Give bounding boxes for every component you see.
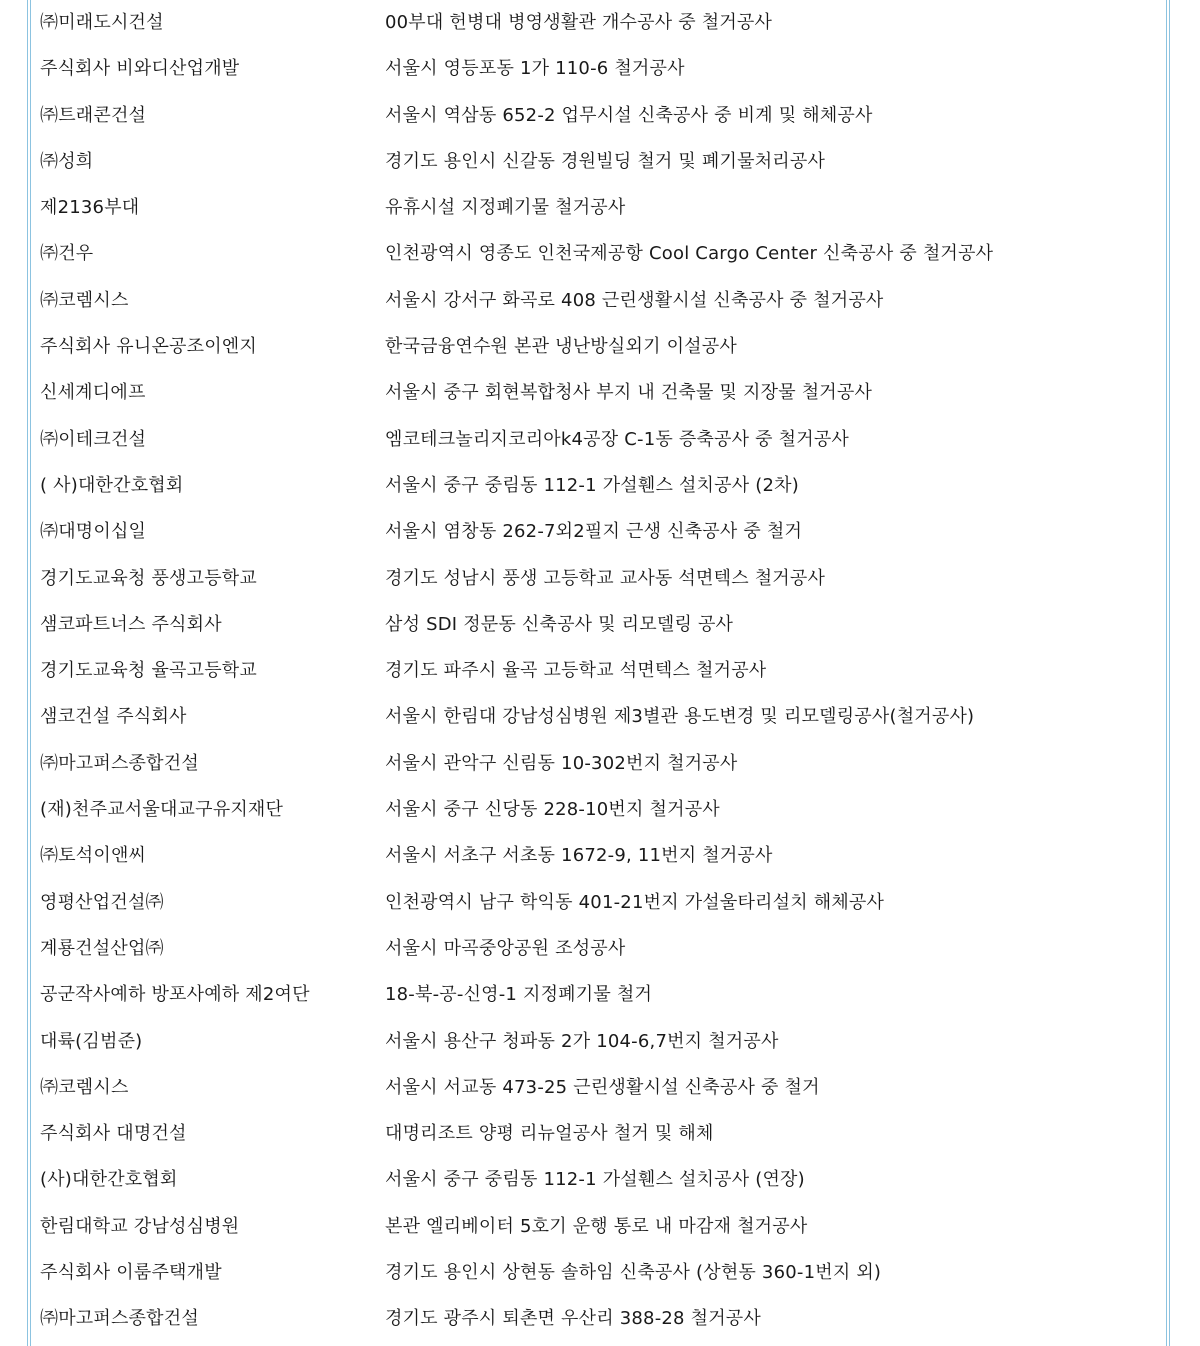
table-row <box>34 972 1162 1018</box>
project-description: 경기도 용인시 신갈동 경원빌딩 철거 및 폐기물처리공사 <box>385 150 826 172</box>
table-row <box>34 139 1162 185</box>
table-row <box>34 324 1162 370</box>
table-row <box>34 278 1162 324</box>
project-description: 삼성 SDI 정문동 신축공사 및 리모델링 공사 <box>385 613 734 635</box>
table-row <box>34 509 1162 555</box>
project-description: 서울시 용산구 청파동 2가 104-6,7번지 철거공사 <box>385 1030 779 1052</box>
company-name: 계룡건설산업㈜ <box>40 937 164 959</box>
project-description: 00부대 헌병대 병영생활관 개수공사 중 철거공사 <box>385 12 773 33</box>
table-row <box>34 1157 1162 1203</box>
company-name: 주식회사 유니온공조이엔지 <box>40 336 257 358</box>
project-description: 서울시 중구 회현복합청사 부지 내 건축물 및 지장물 철거공사 <box>385 382 873 404</box>
project-description: 서울시 중구 중림동 112-1 가설휀스 설치공사 (연장) <box>385 1169 805 1191</box>
company-name: 제2136부대 <box>40 197 140 219</box>
project-description: 서울시 중구 중림동 112-1 가설휀스 설치공사 (2차) <box>385 474 799 496</box>
table-row <box>34 185 1162 231</box>
table-row <box>34 694 1162 740</box>
project-description: 서울시 서교동 473-25 근린생활시설 신축공사 중 철거 <box>385 1076 820 1098</box>
table-row <box>34 417 1162 463</box>
table-row <box>34 880 1162 926</box>
company-name: (재)천주교서울대교구유지재단 <box>40 799 284 821</box>
table-row <box>34 741 1162 787</box>
right-border-line <box>1169 0 1170 1346</box>
table-row <box>34 463 1162 509</box>
company-name: ㈜이테크건설 <box>40 428 147 450</box>
project-description: 경기도 파주시 율곡 고등학교 석면텍스 철거공사 <box>385 660 767 682</box>
table-row <box>34 787 1162 833</box>
company-name: ㈜대명이십일 <box>40 521 147 543</box>
project-record-table <box>34 0 1162 1343</box>
project-description: 서울시 역삼동 652-2 업무시설 신축공사 중 비계 및 해체공사 <box>385 104 873 126</box>
table-row <box>34 231 1162 277</box>
table-row <box>34 1111 1162 1157</box>
company-name: 주식회사 비와디산업개발 <box>40 58 240 80</box>
company-name: ㈜마고퍼스종합건설 <box>40 752 199 774</box>
company-name: 경기도교육청 율곡고등학교 <box>40 660 257 682</box>
company-name: 한림대학교 강남성심병원 <box>40 1215 240 1237</box>
table-row <box>34 648 1162 694</box>
company-name: ㈜토석이앤씨 <box>40 845 147 867</box>
company-name: ㈜성희 <box>40 150 94 172</box>
table-row <box>34 1019 1162 1065</box>
company-name: ㈜트래콘건설 <box>40 104 147 126</box>
project-description: 경기도 용인시 상현동 솔하임 신축공사 (상현동 360-1번지 외) <box>385 1262 882 1284</box>
project-description: 서울시 중구 신당동 228-10번지 철거공사 <box>385 799 720 821</box>
left-border-line-inner <box>30 0 31 1346</box>
table-row <box>34 370 1162 416</box>
company-name: 공군작사예하 방포사예하 제2여단 <box>40 984 310 1006</box>
company-name: 샘코건설 주식회사 <box>40 706 187 728</box>
project-description: 유휴시설 지정폐기물 철거공사 <box>385 197 626 219</box>
project-description: 서울시 한림대 강남성심병원 제3별관 용도변경 및 리모델링공사(철거공사) <box>385 706 975 728</box>
company-name: 영평산업건설㈜ <box>40 891 164 913</box>
project-description: 서울시 서초구 서초동 1672-9, 11번지 철거공사 <box>385 845 773 867</box>
company-name: ( 사)대한간호협회 <box>40 474 184 496</box>
company-name: ㈜코렘시스 <box>40 289 129 311</box>
table-row <box>34 1204 1162 1250</box>
project-description: 경기도 성남시 풍생 고등학교 교사동 석면텍스 철거공사 <box>385 567 826 589</box>
project-description: 18-북-공-신영-1 지정폐기물 철거 <box>385 984 653 1006</box>
table-row <box>34 46 1162 92</box>
company-name: (사)대한간호협회 <box>40 1169 178 1191</box>
project-description: 서울시 마곡중앙공원 조성공사 <box>385 937 626 959</box>
table-row <box>34 926 1162 972</box>
company-name: ㈜코렘시스 <box>40 1076 129 1098</box>
left-border-line <box>27 0 28 1346</box>
company-name: ㈜마고퍼스종합건설 <box>40 1308 199 1330</box>
project-description: 대명리조트 양평 리뉴얼공사 철거 및 해체 <box>385 1123 714 1145</box>
table-row <box>34 1250 1162 1296</box>
project-description: 서울시 관악구 신림동 10-302번지 철거공사 <box>385 752 738 774</box>
project-description: 엠코테크놀리지코리아k4공장 C-1동 증축공사 중 철거공사 <box>385 428 850 450</box>
project-description: 한국금융연수원 본관 냉난방실외기 이설공사 <box>385 336 737 358</box>
company-name: ㈜건우 <box>40 243 94 265</box>
company-name: 주식회사 이룸주택개발 <box>40 1262 222 1284</box>
project-description: 서울시 강서구 화곡로 408 근린생활시설 신축공사 중 철거공사 <box>385 289 884 311</box>
company-name: 샘코파트너스 주식회사 <box>40 613 222 635</box>
right-border-line-inner <box>1166 0 1167 1346</box>
table-row <box>34 1296 1162 1342</box>
project-description: 경기도 광주시 퇴촌면 우산리 388-28 철거공사 <box>385 1308 761 1330</box>
table-row <box>34 556 1162 602</box>
company-name: ㈜미래도시건설 <box>40 12 164 33</box>
company-name: 주식회사 대명건설 <box>40 1123 187 1145</box>
table-row <box>34 0 1162 46</box>
company-name: 대륙(김범준) <box>40 1030 143 1052</box>
table-row <box>34 93 1162 139</box>
table-row <box>34 833 1162 879</box>
project-description: 서울시 염창동 262-7외2필지 근생 신축공사 중 철거 <box>385 521 803 543</box>
project-description: 서울시 영등포동 1가 110-6 철거공사 <box>385 58 685 80</box>
project-description: 인천광역시 남구 학익동 401-21번지 가설울타리설치 해체공사 <box>385 891 885 913</box>
company-name: 신세계디에프 <box>40 382 146 404</box>
project-description: 인천광역시 영종도 인천국제공항 Cool Cargo Center 신축공사 중 철거공사 <box>385 243 994 265</box>
table-row <box>34 602 1162 648</box>
table-row <box>34 1065 1162 1111</box>
project-description: 본관 엘리베이터 5호기 운행 통로 내 마감재 철거공사 <box>385 1215 808 1237</box>
company-name: 경기도교육청 풍생고등학교 <box>40 567 257 589</box>
